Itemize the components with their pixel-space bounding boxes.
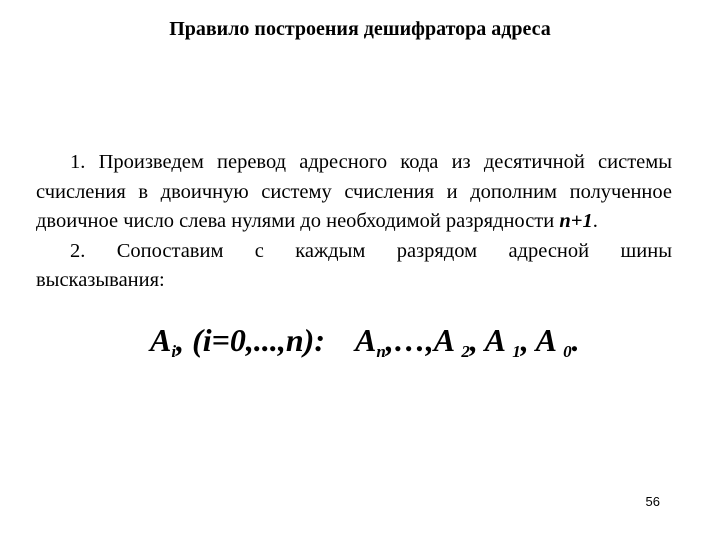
formula-range: , (i=0,...,n): xyxy=(176,322,325,358)
formula-mid: ,…,A xyxy=(385,322,462,358)
formula-sep-2: , A xyxy=(520,322,564,358)
formula xyxy=(150,322,580,359)
formula-sep-1: , A xyxy=(469,322,513,358)
step-2-tail: высказывания: xyxy=(36,269,165,291)
formula-a-i: A xyxy=(150,322,172,358)
step-1-end: . xyxy=(592,210,598,232)
formula-sub-i: i xyxy=(171,342,177,361)
formula-sub-n: n xyxy=(376,342,386,361)
slide-title: Правило построения дешифратора адреса xyxy=(169,18,551,40)
step-1-paragraph xyxy=(36,148,672,237)
formula-a-n: A xyxy=(354,322,377,358)
formula-sub-2: 2 xyxy=(461,342,470,361)
page-number: 56 xyxy=(645,494,660,509)
formula-sub-0: 0 xyxy=(563,342,572,361)
step-2-text: 2. Сопоставим с каждым разрядом адресной шины xyxy=(70,239,672,262)
formula-end: . xyxy=(571,322,580,358)
step-2-paragraph xyxy=(36,237,672,296)
step-1-emphasis: n+1 xyxy=(559,210,593,232)
slide-body xyxy=(36,148,672,296)
formula-sub-1: 1 xyxy=(512,342,521,361)
step-1-text: 1. Произведем перевод адресного кода из десятичной системы счисления в двоичную систему счисления и дополним полученное двоичное число слева нулями до необходимой разрядности xyxy=(36,151,672,232)
